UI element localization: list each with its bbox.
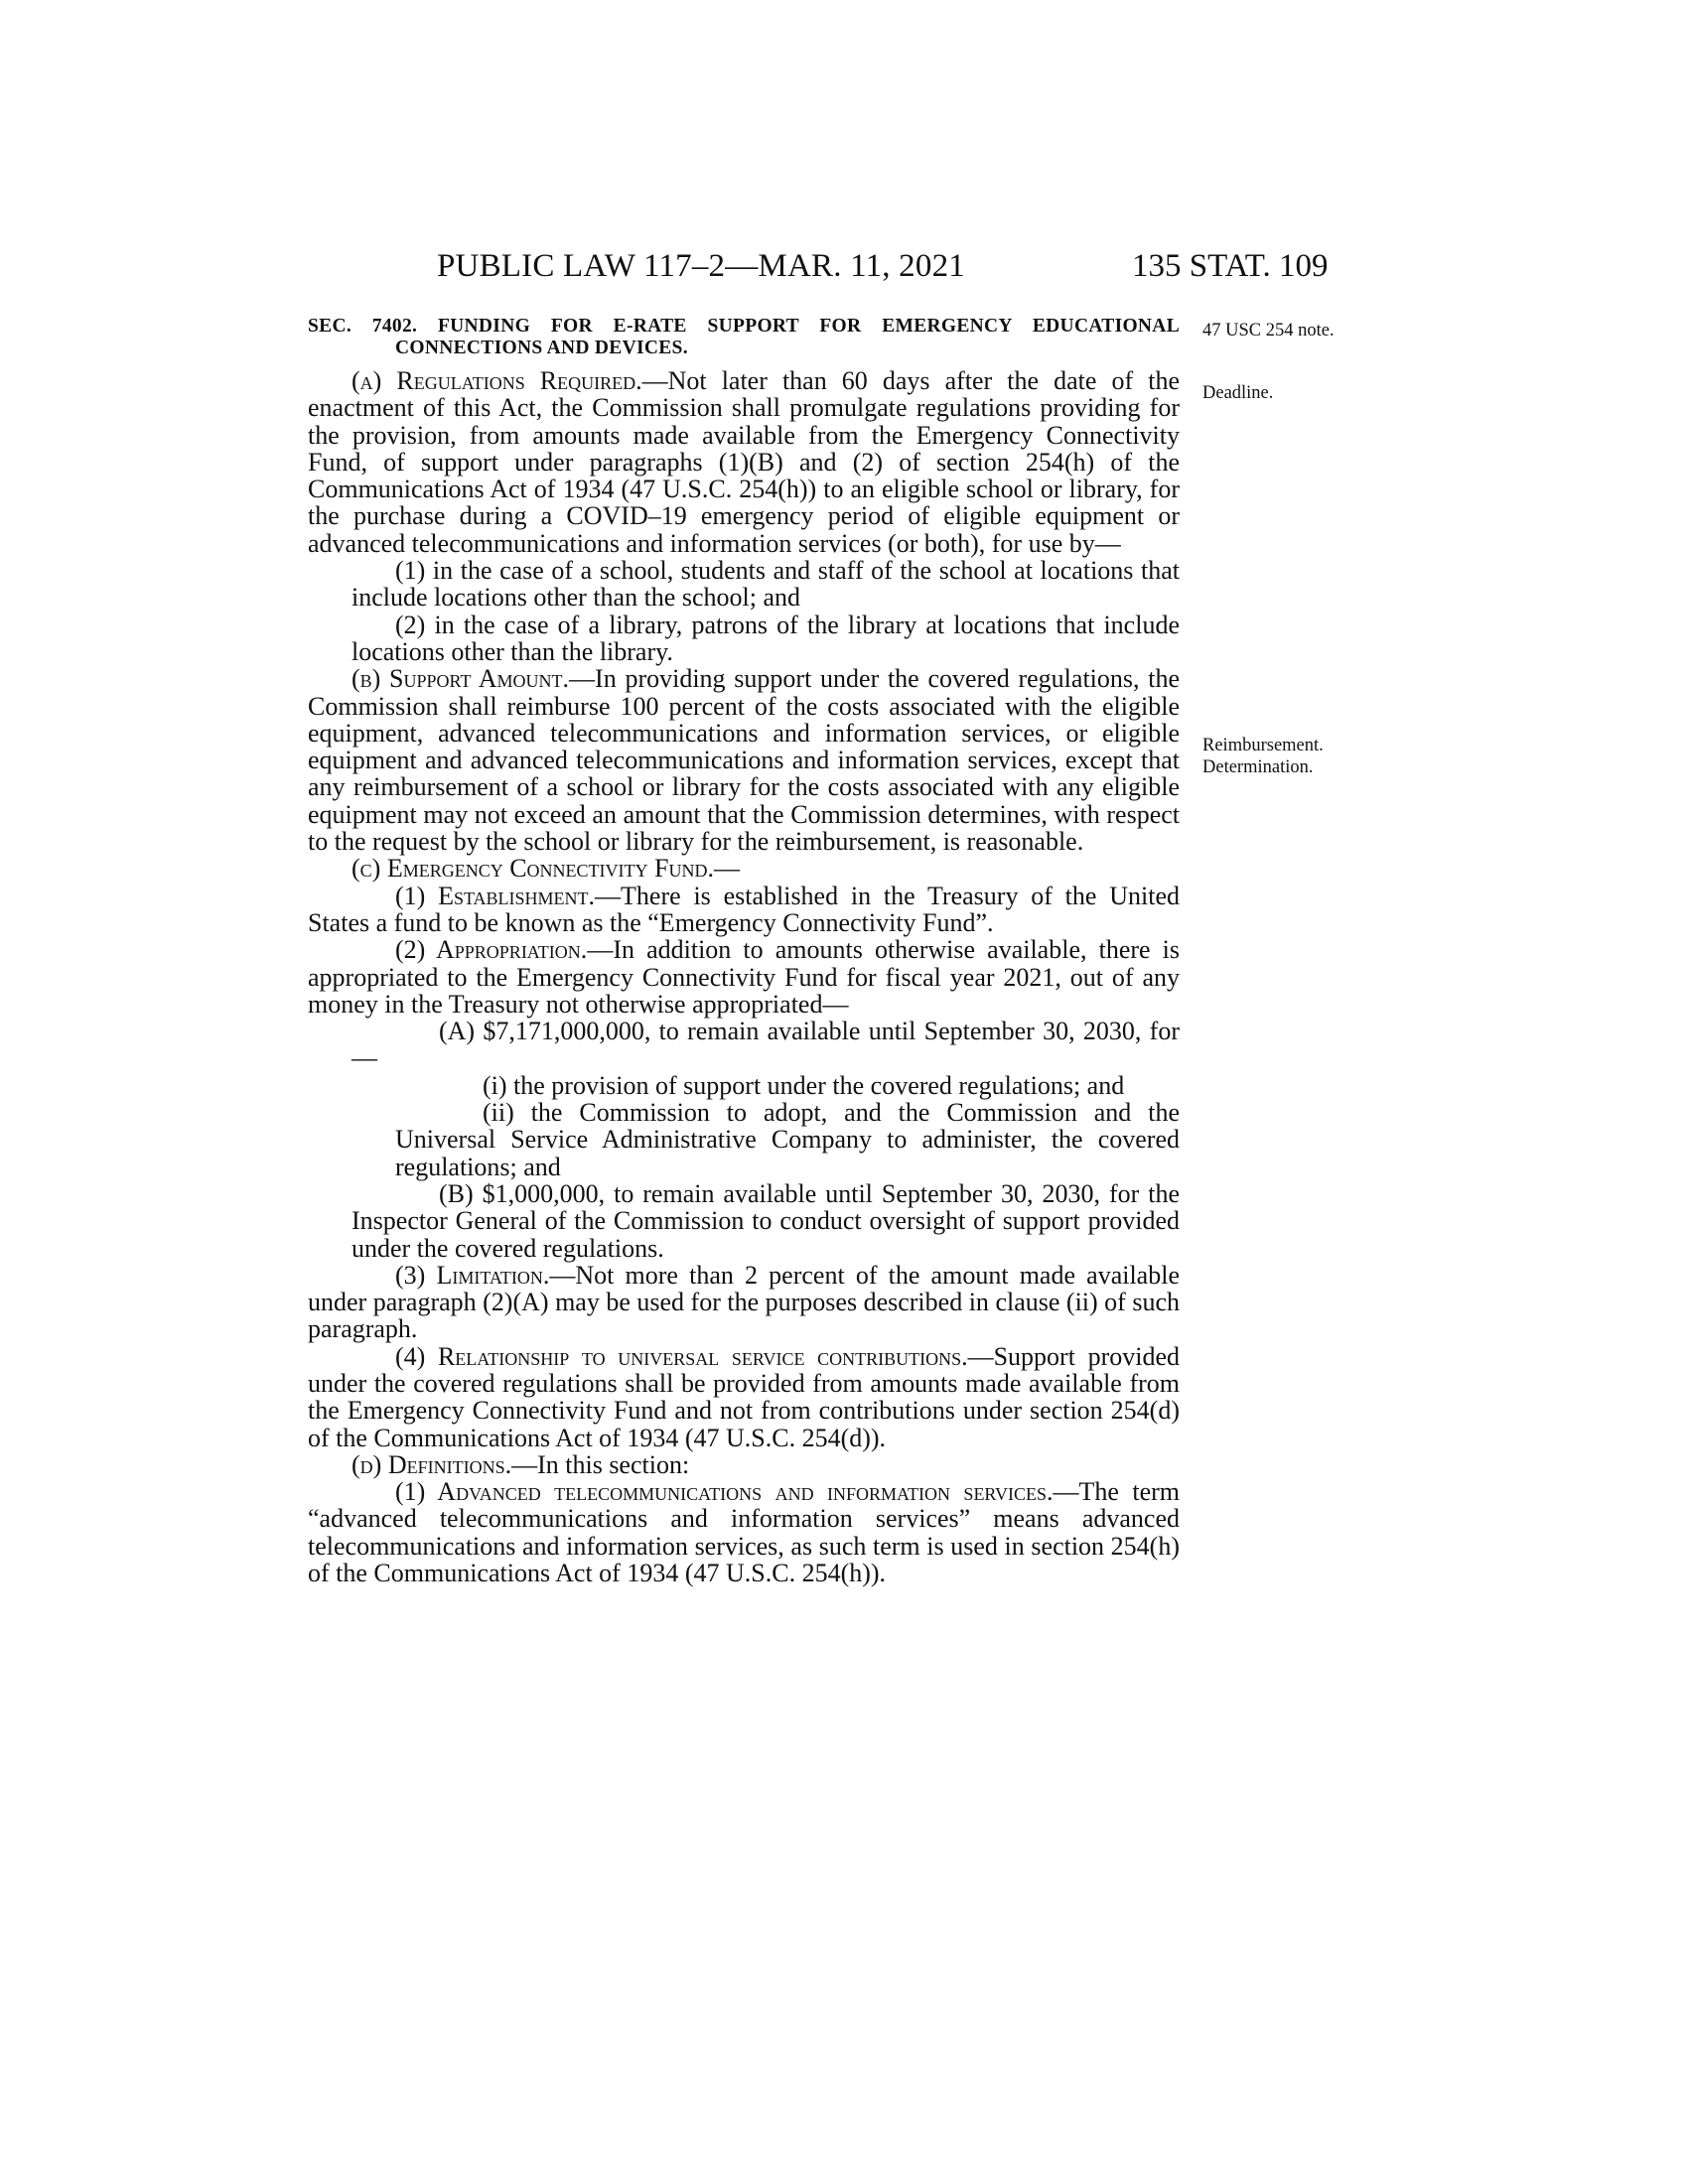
subsection-a: (a) Regulations Required.—Not later than 60 days after the date of the enactment of this Act, the Commission shall promulgate regulations providing for the provision, from amounts made available from the Emergency Connectivity Fund, of support under paragraphs (1)(B) and (2) of section 254(h) of the Communications Act of 1934 (47 U.S.C. 254(h)) to an eligible school or library, for the purchase during a COVID–19 emergency period of eligible equipment or advanced telecommunications and information services (or both), for use by— — [308, 366, 1180, 558]
subparagraph-c2B: (B) $1,000,000, to remain available until September 30, 2030, for the Inspector General of the Commission to conduct oversight of support provided under the covered regulations. — [352, 1178, 1180, 1263]
paragraph-c1-text: There is established in the Treasury of the United States a fund to be known as the “Emergency Connectivity Fund”. — [308, 881, 1180, 937]
subsection-a-text: Not later than 60 days after the date of the enactment of this Act, the Commission shall promulgate regulations providing for the provision, from amounts made available from the Emergency Connectivity Fund, of support under paragraphs (1)(B) and (2) of section 254(h) of the Communications Act of 1934 (47 U.S.C. 254(h)) to an eligible school or library, for the purchase during a COVID–19 emergency period of eligible equipment or advanced telecommunications and information services (or both), for use by— — [308, 366, 1180, 558]
paragraph-c1: (1) Establishment.—There is established in the Treasury of the United States a fund to be known as the “Emergency Connectivity Fund”. — [308, 881, 1180, 937]
subsection-d-heading: (d) Definitions. — [352, 1449, 512, 1479]
paragraph-c2: (2) Appropriation.—In addition to amounts otherwise available, there is appropriated to the Emergency Connectivity Fund for fiscal year 2021, out of any money in the Treasury not otherwise appropriated— — [308, 935, 1181, 1019]
subsection-b-text: In providing support under the covered regulations, the Commission shall reimburse 100 percent of the costs associated with the eligible equipment, advanced telecommunications and information services, or eligible equipment and advanced telecommunications and information services, except that any reimbursement of a school or library for the costs associated with any eligible equipment may not exceed an amount that the Commission determines, with respect to the request by the school or library for the reimbursement, is reasonable. — [308, 664, 1181, 857]
subsection-d-text: In this section: — [537, 1449, 690, 1479]
paragraph-c4 — [308, 1343, 1180, 1451]
paragraph-a1: (1) in the case of a school, students and staff of the school at locations that include locations other than the school; and — [352, 556, 1180, 613]
paragraph-c2-text: In addition to amounts otherwise available, there is appropriated to the Emergency Connectivity Fund for fiscal year 2021, out of any money in the Treasury not otherwise appropriated— — [308, 935, 1181, 1019]
paragraph-c3-text: Not more than 2 percent of the amount made available under paragraph (2)(A) may be used for the purposes described in clause (ii) of such paragraph. — [308, 1260, 1180, 1344]
paragraph-c4-text: Support provided under the covered regulations shall be provided from amounts made available from the Emergency Connectivity Fund and not from contributions under section 254(d) of the Communications Act of 1934 (47 U.S.C. 254(d)). — [308, 1341, 1180, 1452]
page-header-title: PUBLIC LAW 117–2—MAR. 11, 2021 — [437, 248, 965, 284]
clause-c2Aii: (ii) the Commission to adopt, and the Commission and the Universal Service Administrative Company to administer, the covered regulations; and — [395, 1098, 1180, 1181]
paragraph-c3-heading: (3) Limitation. — [395, 1260, 550, 1290]
subparagraph-c2A: (A) $7,171,000,000, to remain available until September 30, 2030, for— — [352, 1017, 1180, 1073]
subsection-c-heading: (c) Emergency Connectivity Fund.— — [352, 854, 740, 884]
subsection-a-heading: (a) Regulations Required. — [352, 366, 642, 395]
paragraph-d1-text: The term “advanced telecommunications and information services” means advanced telecommunications and information services, as such term is used in section 254(h) of the Communications Act of 1934 (47 U.S.C. 254(h)). — [308, 1477, 1181, 1588]
page-header-stat: 135 STAT. 109 — [1132, 248, 1329, 284]
legal-text-body — [308, 316, 1180, 1586]
subsection-d: (d) Definitions.—In this section: — [352, 1449, 690, 1479]
paragraph-a2: (2) in the case of a library, patrons of the library at locations that include locations other than the library. — [352, 610, 1180, 666]
paragraph-d1-heading: (1) Advanced telecommunications and information services. — [395, 1477, 1054, 1507]
subsection-b: (b) Support Amount.—In providing support under the covered regulations, the Commission shall reimburse 100 percent of the costs associated with the eligible equipment, advanced telecommunications and information services, or eligible equipment and advanced telecommunications and information services, except that any reimbursement of a school or library for the costs associated with any eligible equipment may not exceed an amount that the Commission determines, with respect to the request by the school or library for the reimbursement, is reasonable. — [308, 664, 1181, 857]
paragraph-c4-heading: (4) Relationship to universal service contributions.— — [395, 1341, 994, 1371]
clause-c2Ai: (i) the provision of support under the covered regulations; and — [483, 1070, 1125, 1100]
section-heading: SEC. 7402. FUNDING FOR E-RATE SUPPORT FOR EMERGENCY EDUCATIONAL CONNECTIONS AND DEVICES. — [308, 316, 1180, 358]
side-note-determination: Determination. — [1202, 757, 1314, 777]
paragraph-d1: (1) Advanced telecommunications and information services.—The term “advanced telecommunications and information services” means advanced telecommunications and information services, as such term is used in section 254(h) of the Communications Act of 1934 (47 U.S.C. 254(h)). — [308, 1477, 1181, 1588]
side-note-deadline: Deadline. — [1202, 383, 1274, 403]
paragraph-c2-heading: (2) Appropriation. — [395, 935, 588, 965]
paragraph-c3: (3) Limitation.—Not more than 2 percent of the amount made available under paragraph (2)(A) may be used for the purposes described in clause (ii) of such paragraph. — [308, 1260, 1180, 1344]
paragraph-c1-heading: (1) Establishment. — [395, 881, 596, 910]
side-note-reimbursement: Reimbursement. — [1202, 736, 1324, 755]
subsection-b-heading: (b) Support Amount. — [352, 664, 570, 694]
side-note-usc: 47 USC 254 note. — [1202, 321, 1335, 341]
